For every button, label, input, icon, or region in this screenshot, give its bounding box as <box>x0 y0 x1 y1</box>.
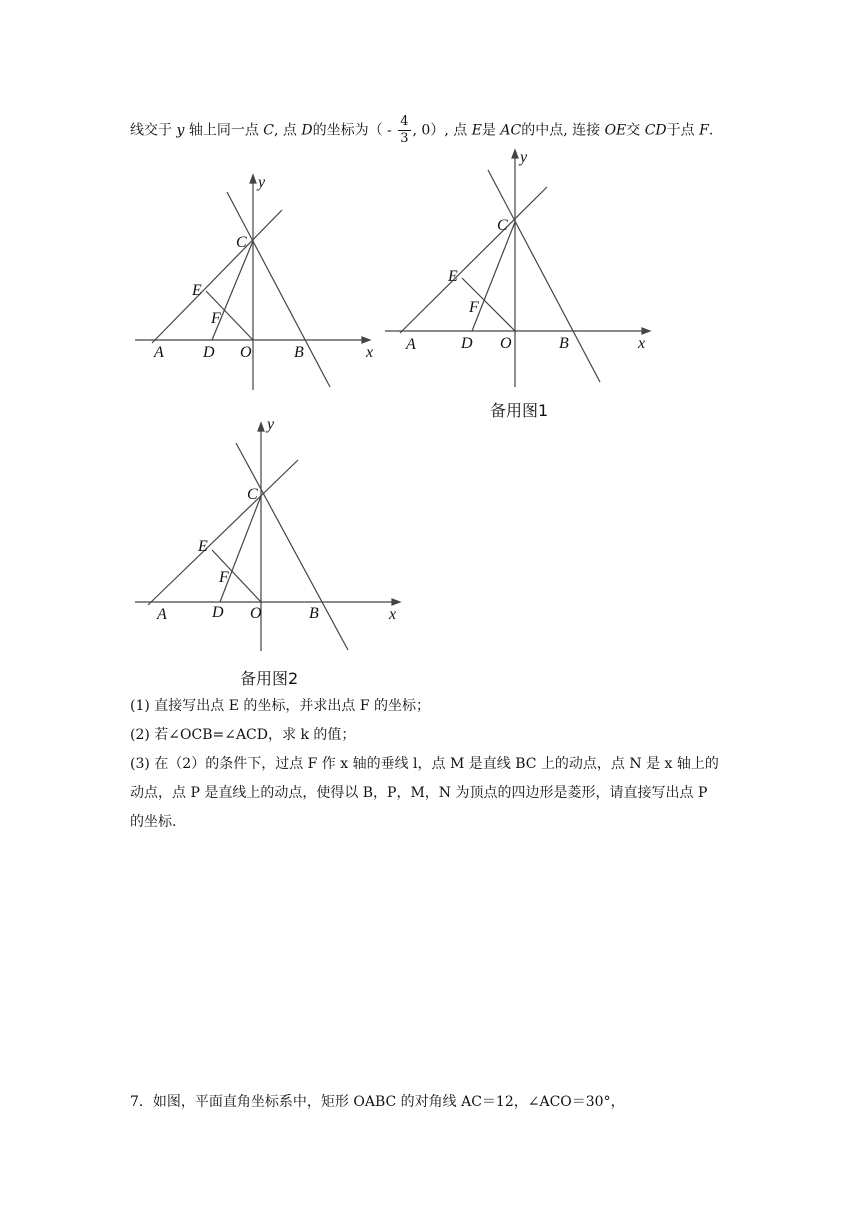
y-axis-arrow <box>512 150 518 158</box>
label-f: F <box>211 310 221 327</box>
label-y: y <box>258 174 266 191</box>
label-a: A <box>154 344 164 361</box>
label-c: C <box>497 217 508 234</box>
segment-cd <box>220 496 261 602</box>
label-f: F <box>469 299 479 316</box>
label-e: E <box>198 538 208 555</box>
spare-figure-1 <box>380 140 670 390</box>
label-b: B <box>559 335 569 352</box>
label-o: O <box>240 344 252 361</box>
label-f: F <box>219 569 229 586</box>
label-y: y <box>267 416 275 433</box>
x-axis-arrow <box>392 599 400 605</box>
x-axis-arrow <box>362 337 370 343</box>
label-c: C <box>247 486 258 503</box>
label-a: A <box>406 336 416 353</box>
x-axis-arrow <box>642 328 650 334</box>
caption-spare-1: 备用图1 <box>490 401 549 420</box>
label-d: D <box>212 604 224 621</box>
y-axis-arrow <box>258 423 264 431</box>
spare-figure-2 <box>130 413 420 653</box>
question-3-line-3: 的坐标. <box>130 814 177 830</box>
label-b: B <box>294 344 304 361</box>
label-x: x <box>366 344 374 361</box>
label-d: D <box>203 344 215 361</box>
label-x: x <box>389 606 397 623</box>
intro-line: 线交于 y 轴上同一点 C, 点 D的坐标为（ - $\frac{4}{3}$ , 0）, 点 E是 AC的中点, 连接 OE交 CD于点 F. <box>130 114 714 146</box>
question-3-line-2: 动点，点 P 是直线上的动点，使得以 B，P，M，N 为顶点的四边形是菱形，请直接写出点 P <box>130 785 708 801</box>
question-1: (1) 直接写出点 E 的坐标，并求出点 F 的坐标； <box>130 698 431 714</box>
problem-7: 7．如图，平面直角坐标系中，矩形 OABC 的对角线 AC＝12，∠ACO＝30°， <box>130 1094 625 1110</box>
label-d: D <box>461 335 473 352</box>
label-a: A <box>157 606 167 623</box>
main-figure <box>130 165 390 395</box>
question-list <box>130 692 730 837</box>
label-o: O <box>500 335 512 352</box>
label-y: y <box>520 149 528 166</box>
question-2: (2) 若∠OCB=∠ACD，求 k 的值； <box>130 727 356 743</box>
caption-spare-2: 备用图2 <box>240 669 299 688</box>
label-x: x <box>638 335 646 352</box>
label-b: B <box>309 605 319 622</box>
label-o: O <box>250 605 262 622</box>
label-c: C <box>236 234 247 251</box>
label-e: E <box>448 268 458 285</box>
label-e: E <box>192 282 202 299</box>
question-3-line-1: (3) 在（2）的条件下，过点 F 作 x 轴的垂线 l，点 M 是直线 BC 上的动点，点 N 是 x 轴上的 <box>130 756 719 772</box>
fraction-four-thirds: $\frac{4}{3}$ <box>400 114 409 146</box>
y-axis-arrow <box>250 175 256 183</box>
